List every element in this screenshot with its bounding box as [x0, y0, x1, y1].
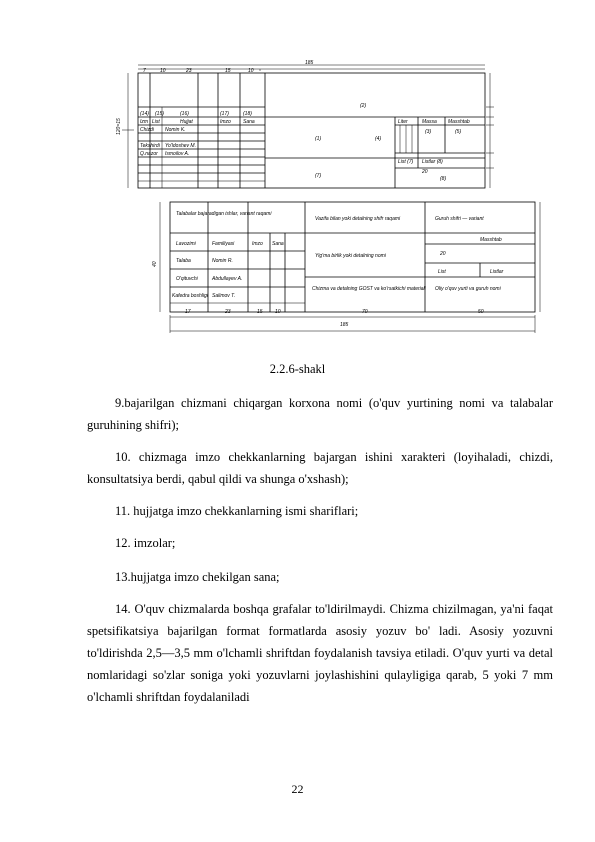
figure-label: (16)	[180, 111, 189, 117]
title-block-drawing	[100, 55, 550, 340]
figure-label: Sana	[243, 119, 255, 125]
figure-label: Imzo	[220, 119, 231, 125]
figure-label: (5)	[455, 129, 462, 135]
figure-label: Nomin K.	[165, 127, 186, 133]
figure-label: Talaba	[176, 258, 191, 264]
figure-label: 15	[257, 309, 263, 315]
figure-label: List (7)	[398, 159, 414, 165]
figure-label: Oliy o'quv yurti va guruh nomi	[435, 286, 501, 292]
figure-label: 10	[275, 309, 281, 315]
figure-label: Chizma va detalning GOST va ko'rsatkichi materiali	[312, 286, 426, 292]
figure-label: Kafedra boshligi	[172, 293, 208, 299]
figure-label: 50	[478, 309, 484, 315]
bottom-title-block-text	[152, 211, 504, 328]
figure-label: (1)	[315, 136, 322, 142]
figure-label: Vazifa bilan yoki detalning shifr raqami	[315, 216, 401, 222]
paragraph-14: 14. O'quv chizmalarda boshqa grafalar to'ldirilmaydi. Chizma chizilmagan, ya'ni faqat spetsifikatsiya bajarilgan format formatlarda asosiy yozuv bo' ladi. Asosiy yozuvni to'ldirishda 2,5—3,5 mm o'lchamli shriftdan foydalanish tavsiya etiladi. O'quv yurti va detal nomlaridagi so'zlar soniga yoki yozuvlarni joylashishini qulayligiga qarab, 5 yoki 7 mm o'lchamli shriftdan foydalaniladi	[87, 602, 553, 704]
figure-label: Listlar (8)	[422, 159, 443, 165]
figure-label: Nomin R.	[212, 258, 233, 264]
figure-label: Salimov T.	[212, 293, 236, 299]
top-title-block-text	[116, 60, 470, 182]
figure-label: 20	[440, 251, 446, 257]
figure-label: Abdullayev A.	[212, 276, 243, 282]
figure-label: (7)	[315, 173, 322, 179]
paragraph-9: 9.bajarilgan chizmani chiqargan korxona nomi (o'quv yurtining nomi va talabalar guruhining shifri);	[87, 396, 553, 432]
figure-label: 17	[185, 309, 191, 315]
figure-label: List	[152, 119, 160, 125]
figure-label: 185	[340, 322, 349, 328]
figure-label: Izm	[140, 119, 149, 125]
figure-label: List	[438, 269, 446, 275]
paragraph-13: 13.hujjatga imzo chekilgan sana;	[115, 570, 280, 584]
figure-label: (4)	[375, 136, 382, 142]
figure-label: Tekshirdi	[140, 143, 160, 149]
figure-label: Listlar	[490, 269, 504, 275]
figure-label: 15	[225, 68, 231, 74]
figure-label: 23	[225, 309, 231, 315]
figure-label: (2)	[360, 103, 367, 109]
paragraph-10: 10. chizmaga imzo chekkanlarning bajargan ishini xarakteri (loyihaladi, chizdi, konsultatsiya berdi, qabul qildi va shunga o'xshash);	[87, 450, 553, 486]
figure-label: Chizdi	[140, 127, 154, 133]
paragraph-11: 11. hujjatga imzo chekkanlarning ismi shariflari;	[115, 504, 359, 518]
figure-label: Ismoilov A.	[165, 151, 190, 157]
figure-label: (14)	[140, 111, 149, 117]
figure-label: 10	[248, 68, 254, 74]
figure-label: (15)	[155, 111, 164, 117]
figure-label: 7	[143, 68, 146, 74]
figure-label: Massa	[422, 119, 437, 125]
figure-label: Guruh shifri — variant	[435, 216, 484, 222]
figure-label: 10	[160, 68, 166, 74]
figure-label: Imzo	[252, 241, 263, 247]
figure-label: Hujjat	[180, 119, 193, 125]
figure-label: Masshtab	[448, 119, 470, 125]
figure-label: Yig'ma birlik yoki detalning nomi	[315, 253, 386, 259]
dim-overall-top: 185	[305, 60, 314, 66]
paragraph-12: 12. imzolar;	[115, 536, 176, 550]
figure-label: Yo'ldoshev M.	[165, 143, 196, 149]
figure-label: Q.nazor	[140, 151, 158, 157]
figure-label: Familiyasi	[212, 241, 235, 247]
figure-label: 23	[186, 68, 192, 74]
figure-label: Lavozimi	[176, 241, 196, 247]
title-block-figure	[100, 55, 550, 340]
figure-label: 40	[152, 261, 158, 267]
figure-label: Liter	[398, 119, 408, 125]
figure-label: O'qituvchi	[176, 276, 198, 282]
figure-label: 120=15	[116, 118, 122, 135]
figure-label: (17)	[220, 111, 229, 117]
figure-label: Sana	[272, 241, 284, 247]
figure-label: (3)	[425, 129, 432, 135]
figure-label: Talabalar bajaradigan ishlar, variant raqami	[176, 211, 272, 217]
figure-label: 20	[422, 169, 428, 175]
figure-caption: 2.2.6-shakl	[269, 362, 326, 376]
figure-label: (8)	[440, 176, 447, 182]
figure-label: 70	[362, 309, 368, 315]
figure-label: (18)	[243, 111, 252, 117]
figure-label: Masshtab	[480, 237, 502, 243]
page-number: 22	[291, 782, 304, 796]
